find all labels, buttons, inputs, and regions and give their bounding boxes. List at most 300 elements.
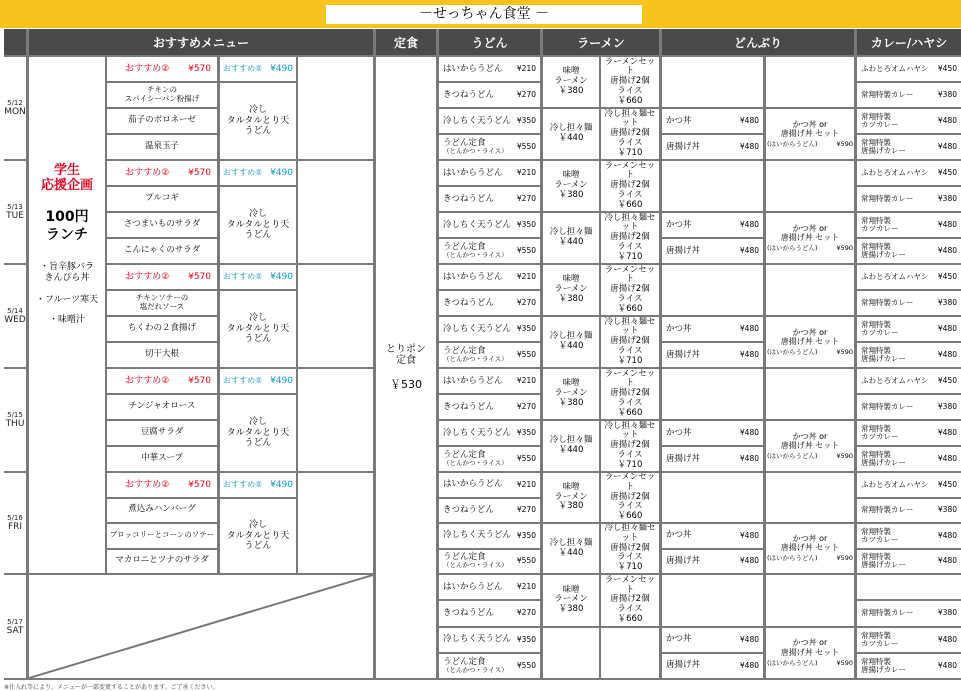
udon-name (443, 91, 494, 100)
day-date: 5/12 (7, 99, 23, 107)
curry-item (857, 628, 961, 652)
udon-name (443, 480, 503, 489)
ramen-tantan: 冷し担々麺 ￥440 (549, 123, 593, 143)
curry-item (857, 265, 961, 289)
don-set-name: かつ丼 or 唐揚げ丼 セット (780, 638, 840, 657)
ramen-tantan: 冷し担々麺 ￥440 (549, 331, 593, 351)
day-label (4, 369, 26, 471)
day-label (4, 265, 26, 367)
ramen-item (601, 317, 659, 367)
don-set-sub-row (767, 555, 853, 562)
udon-item (439, 317, 540, 341)
udon-sub: （とんかつ・ライス） (443, 665, 508, 674)
curry-price: ¥450 (937, 168, 957, 178)
ramen-set1: ラーメンセット 唐揚げ2個 ライス ￥660 (604, 473, 656, 522)
osusume5-price: ¥490 (270, 271, 293, 282)
udon-label: 冷しちく天うどん (443, 219, 512, 230)
header-blank (4, 29, 26, 55)
don-set-price: ¥590 (836, 347, 853, 356)
empty-cell (298, 473, 373, 573)
don-set-sub-row (767, 349, 853, 356)
udon-label: うどん定食 (443, 242, 486, 253)
ramen-item (601, 213, 659, 263)
udon-label: うどん定食 (443, 138, 486, 149)
karaage-name: 唐揚げ丼 (666, 245, 701, 256)
curry-name: 常翔特製カレー (861, 194, 914, 204)
curry-name: ふわとろオムハヤシ (861, 376, 929, 386)
katsudon-name: かつ丼 (666, 115, 692, 126)
don-set-sub: (はいからうどん) (767, 451, 818, 460)
don-set-sub: (はいからうどん) (767, 658, 818, 667)
osusume5-label: おすすめ⑤ (223, 480, 263, 490)
udon-name (443, 658, 508, 674)
udon-label: うどん定食 (443, 346, 486, 357)
curry-name: 常翔特製カレー (861, 90, 914, 100)
empty-cell (857, 575, 961, 599)
udon-item (439, 575, 540, 599)
katsudon-name: かつ丼 (666, 323, 692, 334)
udon-item (439, 343, 540, 367)
ramen-set1: ラーメンセット 唐揚げ2個 ライス ￥660 (604, 265, 656, 314)
day-of-week: FRI (7, 522, 23, 532)
don-set-item (766, 524, 854, 573)
karaage-price: ¥480 (739, 142, 759, 152)
udon-label: 冷しちく天うどん (443, 427, 512, 438)
don-set-sub: (はいからうどん) (767, 554, 818, 563)
osusume5-name: 冷し タルタルとり天 うどん (226, 105, 290, 137)
day-of-week: WED (4, 315, 26, 325)
udon-item (439, 369, 540, 393)
curry-name: 常翔特製 カツカレー (861, 424, 899, 441)
curry-name: 常翔特製 カツカレー (861, 526, 899, 544)
empty-cell (662, 369, 763, 419)
day-date: 5/13 (7, 203, 23, 211)
udon-item (439, 161, 540, 185)
curry-price: ¥480 (937, 142, 957, 152)
day-label (4, 575, 26, 678)
udon-price: ¥210 (516, 64, 536, 74)
ramen-tantan: 冷し担々麺 ￥440 (549, 435, 593, 455)
udon-price: ¥270 (516, 608, 536, 618)
udon-name (443, 451, 508, 467)
osusume2-price: ¥570 (188, 167, 211, 178)
osusume5-item (220, 83, 296, 159)
don-set-sub: (はいからうどん) (767, 243, 818, 252)
udon-label: 冷しちく天うどん (443, 115, 512, 126)
udon-label: きつねうどん (443, 504, 495, 515)
udon-price: ¥550 (516, 454, 536, 464)
daily-menu-item (107, 291, 217, 315)
curry-item (857, 317, 961, 341)
osusume5-item (220, 395, 296, 471)
osusume2-price: ¥570 (188, 375, 211, 386)
curry-name: 常翔特製 カツカレー (861, 112, 899, 129)
osusume2-label: おすすめ② (125, 167, 170, 178)
udon-price: ¥350 (516, 428, 536, 438)
ramen-miso: 味噌 ラーメン ￥380 (554, 378, 588, 408)
don-set-sub: (はいからうどん) (767, 139, 818, 148)
karaage-don-item (662, 654, 763, 678)
osusume5-price: ¥490 (270, 63, 293, 74)
ramen-set2: 冷し担々麺セット 唐揚げ2個 ライス ￥710 (604, 109, 656, 158)
udon-label: うどん定食 (443, 657, 486, 667)
menu-item-name: 中華スープ (141, 453, 183, 464)
udon-item (439, 601, 540, 625)
curry-price: ¥480 (937, 660, 957, 670)
day-date: 5/15 (7, 411, 23, 419)
curry-price: ¥380 (937, 298, 957, 308)
udon-item (439, 499, 540, 523)
menu-item-name: 豆腐サラダ (140, 427, 184, 438)
ramen-item (601, 161, 659, 211)
don-set-item (766, 109, 854, 159)
footnote: ※仕入れ等により、メニューが一部変更することがあります。ご了承ください。 (4, 684, 219, 691)
menu-item-name: チキンソテーの 塩だれソース (135, 293, 189, 311)
katsudon-item (662, 524, 763, 548)
udon-name (443, 609, 494, 618)
curry-item (857, 550, 961, 574)
title-banner (0, 0, 961, 28)
udon-price: ¥350 (516, 116, 536, 126)
promo-lunch: 100円 ランチ (45, 209, 89, 244)
ramen-tantan: 冷し担々麺 ￥440 (549, 227, 593, 247)
udon-name (443, 583, 503, 592)
don-set-price: ¥590 (836, 139, 853, 148)
daily-menu-item (107, 550, 217, 574)
don-set-price: ¥590 (836, 554, 853, 563)
don-set-item (766, 628, 854, 679)
ramen-item (601, 575, 659, 626)
osusume5-header (220, 473, 296, 497)
udon-name (443, 325, 511, 334)
day-of-week: MON (4, 107, 26, 117)
ramen-item (601, 369, 659, 419)
udon-label: きつねうどん (443, 607, 495, 618)
daily-menu-item (107, 447, 217, 471)
osusume5-label: おすすめ⑤ (223, 168, 263, 178)
udon-name (443, 65, 503, 74)
don-set-name: かつ丼 or 唐揚げ丼 セット (780, 431, 840, 450)
udon-sub: （とんかつ・ライス） (443, 561, 508, 570)
curry-name: 常翔特製 カツカレー (861, 216, 899, 233)
katsudon-price: ¥480 (739, 116, 759, 126)
udon-name (443, 531, 511, 540)
header-udon: うどん (439, 29, 540, 55)
karaage-don-item (662, 343, 763, 367)
curry-item (857, 499, 961, 523)
udon-label: 冷しちく天うどん (443, 323, 512, 334)
udon-label: うどん定食 (443, 552, 486, 563)
udon-price: ¥210 (516, 168, 536, 178)
ramen-miso: 味噌 ラーメン ￥380 (554, 481, 588, 512)
udon-price: ¥350 (516, 634, 536, 644)
udon-item (439, 524, 540, 548)
katsudon-price: ¥480 (739, 324, 759, 334)
udon-item (439, 213, 540, 237)
daily-menu-item (107, 499, 217, 523)
daily-menu-item (107, 395, 217, 419)
curry-item (857, 187, 961, 211)
ramen-item (601, 57, 659, 107)
ramen-item (601, 265, 659, 315)
udon-price: ¥550 (516, 660, 536, 670)
curry-price: ¥480 (937, 530, 957, 540)
ramen-item (543, 524, 599, 573)
ramen-item (601, 421, 659, 471)
ramen-set1: ラーメンセット 唐揚げ2個 ライス ￥660 (604, 57, 656, 106)
empty-cell (298, 265, 373, 367)
header-teishoku: 定食 (376, 29, 436, 55)
osusume5-item (220, 291, 296, 367)
udon-item (439, 187, 540, 211)
curry-price: ¥480 (937, 454, 957, 464)
udon-price: ¥550 (516, 350, 536, 360)
menu-item-name: 茄子のボロネーゼ (128, 115, 196, 126)
osusume2-price: ¥570 (188, 271, 211, 282)
udon-item (439, 447, 540, 471)
osusume5-name: 冷し タルタルとり天 うどん (226, 313, 290, 345)
curry-item (857, 369, 961, 393)
header-ramen: ラーメン (543, 29, 659, 55)
curry-name: 常翔特製カレー (861, 402, 914, 412)
udon-name (443, 506, 494, 515)
udon-label: きつねうどん (443, 89, 495, 100)
udon-item (439, 550, 540, 574)
don-set-price: ¥590 (836, 243, 853, 252)
udon-price: ¥550 (516, 556, 536, 566)
karaage-name: 唐揚げ丼 (666, 555, 701, 566)
udon-price: ¥210 (516, 582, 536, 592)
ramen-set1: ラーメンセット 唐揚げ2個 ライス ￥660 (604, 575, 656, 624)
osusume2-label: おすすめ② (125, 271, 170, 282)
udon-price: ¥350 (516, 324, 536, 334)
curry-price: ¥480 (937, 116, 957, 126)
udon-name (443, 299, 494, 308)
daily-menu-item (107, 239, 217, 263)
curry-name: 常翔特製 唐揚げカレー (861, 346, 906, 363)
udon-price: ¥210 (516, 376, 536, 386)
curry-item (857, 109, 961, 133)
curry-item (857, 601, 961, 625)
udon-name (443, 243, 508, 259)
udon-price: ¥270 (516, 194, 536, 204)
day-label (4, 473, 26, 573)
menu-item-name: 切干大根 (144, 349, 179, 360)
osusume5-label: おすすめ⑤ (223, 64, 263, 74)
curry-price: ¥380 (937, 402, 957, 412)
empty-cell (662, 575, 763, 626)
udon-price: ¥210 (516, 479, 536, 489)
udon-item (439, 135, 540, 159)
ramen-item (543, 265, 599, 315)
osusume5-name: 冷し タルタルとり天 うどん (226, 209, 290, 241)
curry-price: ¥380 (937, 505, 957, 515)
header-donburi: どんぶり (662, 29, 854, 55)
osusume2-header (107, 369, 217, 393)
don-set-name: かつ丼 or 唐揚げ丼 セット (780, 223, 840, 242)
curry-item (857, 135, 961, 159)
empty-cell (766, 473, 854, 522)
ramen-item (543, 213, 599, 263)
empty-cell (298, 57, 373, 159)
karaage-name: 唐揚げ丼 (666, 141, 701, 152)
osusume2-header (107, 473, 217, 497)
udon-label: きつねうどん (443, 193, 495, 204)
teishoku-cell (376, 57, 436, 678)
karaage-name: 唐揚げ丼 (666, 660, 701, 671)
curry-item (857, 524, 961, 548)
udon-price: ¥550 (516, 142, 536, 152)
karaage-don-item (662, 550, 763, 574)
udon-item (439, 654, 540, 678)
curry-name: 常翔特製カレー (861, 298, 914, 308)
osusume2-price: ¥570 (188, 63, 211, 74)
don-set-sub-row (767, 141, 853, 148)
ramen-item (601, 473, 659, 522)
curry-name: 常翔特製 カツカレー (861, 630, 899, 648)
katsudon-price: ¥480 (739, 634, 759, 644)
curry-price: ¥380 (937, 608, 957, 618)
udon-label: はいからうどん (443, 63, 503, 74)
katsudon-name: かつ丼 (666, 427, 692, 438)
udon-sub: （とんかつ・ライス） (443, 147, 508, 156)
curry-name: ふわとろオムハヤシ (861, 272, 929, 282)
udon-item (439, 265, 540, 289)
day-of-week: THU (5, 419, 25, 429)
promo-line1: 学生 (53, 163, 80, 179)
header-curry: カレー/ハヤシ (857, 29, 961, 55)
osusume5-price: ¥490 (270, 167, 293, 178)
katsudon-item (662, 317, 763, 341)
udon-item (439, 473, 540, 497)
menu-table (4, 29, 961, 680)
udon-name (443, 429, 511, 438)
karaage-don-item (662, 447, 763, 471)
udon-name (443, 377, 503, 386)
menu-item-name: マカロニとツナのサラダ (115, 555, 209, 566)
udon-name (443, 403, 494, 412)
student-promo (29, 57, 105, 573)
menu-item-name: 煮込みハンバーグ (128, 504, 196, 515)
curry-name: 常翔特製 唐揚げカレー (861, 242, 906, 259)
ramen-item (543, 109, 599, 159)
karaage-don-item (662, 135, 763, 159)
curry-name: 常翔特製カレー (861, 608, 914, 618)
curry-name: ふわとろオムハヤシ (861, 168, 929, 178)
don-set-sub-row (767, 660, 853, 667)
ramen-set1: ラーメンセット 唐揚げ2個 ライス ￥660 (604, 161, 656, 210)
udon-item (439, 239, 540, 263)
ramen-set2: 冷し担々麺セット 唐揚げ2個 ライス ￥710 (604, 317, 656, 366)
curry-price: ¥480 (937, 428, 957, 438)
don-set-price: ¥590 (836, 451, 853, 460)
empty-cell (766, 57, 854, 107)
ramen-item (543, 317, 599, 367)
osusume5-item (220, 187, 296, 263)
curry-item (857, 57, 961, 81)
empty-cell (766, 369, 854, 419)
katsudon-price: ¥480 (739, 220, 759, 230)
osusume5-label: おすすめ⑤ (223, 272, 263, 282)
katsudon-price: ¥480 (739, 428, 759, 438)
curry-price: ¥480 (937, 246, 957, 256)
osusume2-label: おすすめ② (125, 479, 170, 490)
osusume5-header (220, 369, 296, 393)
karaage-name: 唐揚げ丼 (666, 453, 701, 464)
udon-sub: （とんかつ・ライス） (443, 355, 508, 364)
empty-cell (543, 628, 599, 679)
udon-item (439, 628, 540, 652)
udon-item (439, 109, 540, 133)
teishoku-name: とりポン 定食 (386, 343, 426, 367)
don-set-name: かつ丼 or 唐揚げ丼 セット (780, 119, 840, 138)
page-title: －せっちゃん食堂 － (326, 5, 642, 24)
menu-item-name: こんにゃくのサラダ (123, 245, 201, 256)
osusume5-header (220, 161, 296, 185)
day-label (4, 161, 26, 263)
daily-menu-item (107, 421, 217, 445)
don-set-name: かつ丼 or 唐揚げ丼 セット (780, 534, 840, 553)
don-set-item (766, 317, 854, 367)
daily-menu-item (107, 187, 217, 211)
ramen-miso: 味噌 ラーメン ￥380 (554, 66, 588, 96)
karaage-price: ¥480 (739, 246, 759, 256)
udon-name (443, 635, 511, 644)
curry-price: ¥450 (937, 64, 957, 74)
diagonal-strike (29, 575, 373, 678)
don-set-price: ¥590 (836, 658, 853, 667)
promo-item: ・味噌汁 (48, 315, 85, 326)
empty-cell (662, 57, 763, 107)
curry-price: ¥480 (937, 634, 957, 644)
ramen-item (543, 421, 599, 471)
udon-name (443, 117, 511, 126)
osusume5-header (220, 265, 296, 289)
osusume5-name: 冷し タルタルとり天 うどん (226, 520, 290, 551)
katsudon-item (662, 213, 763, 237)
curry-name: 常翔特製カレー (861, 505, 914, 515)
udon-name (443, 139, 508, 155)
ramen-item (543, 57, 599, 107)
udon-name (443, 347, 508, 363)
karaage-price: ¥480 (739, 556, 759, 566)
osusume2-price: ¥570 (188, 479, 211, 490)
curry-price: ¥450 (937, 479, 957, 489)
ramen-set2: 冷し担々麺セット 唐揚げ2個 ライス ￥710 (604, 524, 656, 573)
osusume5-name: 冷し タルタルとり天 うどん (226, 417, 290, 449)
ramen-item (543, 575, 599, 626)
promo-line2: 応援企画 (40, 178, 93, 194)
udon-price: ¥350 (516, 530, 536, 540)
udon-label: はいからうどん (443, 167, 503, 178)
ramen-set1: ラーメンセット 唐揚げ2個 ライス ￥660 (604, 369, 656, 418)
day-date: 5/17 (7, 617, 23, 626)
curry-item (857, 654, 961, 678)
katsudon-name: かつ丼 (666, 530, 692, 541)
daily-menu-item (107, 83, 217, 107)
osusume5-item (220, 499, 296, 574)
udon-label: うどん定食 (443, 450, 486, 461)
udon-name (443, 169, 503, 178)
udon-name (443, 195, 494, 204)
udon-label: はいからうどん (443, 479, 503, 490)
katsudon-item (662, 109, 763, 133)
curry-price: ¥450 (937, 376, 957, 386)
osusume2-label: おすすめ② (125, 63, 170, 74)
daily-menu-item (107, 317, 217, 341)
curry-name: 常翔特製 カツカレー (861, 320, 899, 337)
udon-name (443, 553, 508, 569)
